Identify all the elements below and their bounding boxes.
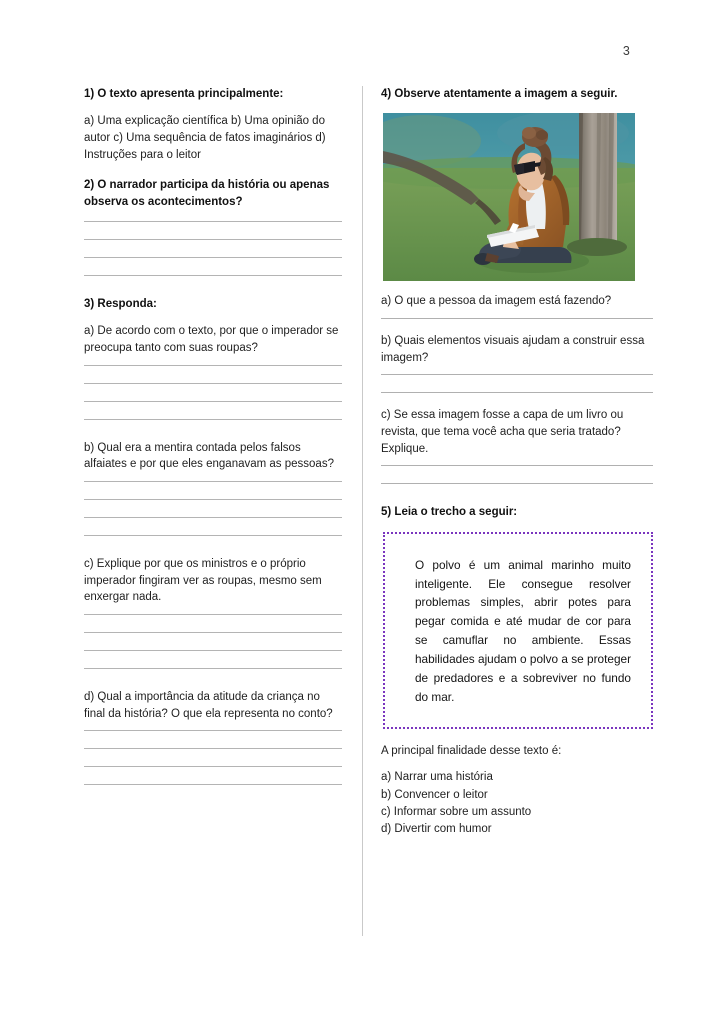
question-3a-text: a) De acordo com o texto, por que o imperador se preocupa tanto com suas roupas? xyxy=(84,325,339,354)
question-3c-text: c) Explique por que os ministros e o próprio imperador fingiram ver as roupas, mesmo sem enxergar nada. xyxy=(84,558,322,604)
spacer xyxy=(84,669,342,689)
question-3c-answer-lines[interactable] xyxy=(84,614,342,669)
answer-line[interactable] xyxy=(84,614,342,615)
question-5-lead: A principal finalidade desse texto é: xyxy=(381,744,562,757)
photo-illustration xyxy=(383,113,635,281)
excerpt-text: O polvo é um animal marinho muito inteligente. Ele consegue resolver problemas simples, abrir potes para pegar comida e até mudar de cor para se camuflar no ambiente. Essas habilidades ajudam o polvo a se proteger de predadores e a sobreviver no fundo do mar. xyxy=(415,557,631,704)
answer-line[interactable] xyxy=(84,257,342,258)
question-3d-answer-lines[interactable] xyxy=(84,730,342,785)
spacer xyxy=(84,536,342,556)
answer-line[interactable] xyxy=(84,517,342,518)
question-2-answer-lines[interactable] xyxy=(84,221,342,276)
answer-line[interactable] xyxy=(84,221,342,222)
answer-line[interactable] xyxy=(84,784,342,785)
question-5-option-c[interactable]: c) Informar sobre um assunto xyxy=(381,805,532,818)
spacer xyxy=(381,319,653,333)
answer-line[interactable] xyxy=(84,239,342,240)
answer-line[interactable] xyxy=(84,401,342,402)
question-5-heading: 5) Leia o trecho a seguir: xyxy=(381,506,518,519)
answer-line[interactable] xyxy=(381,374,653,375)
question-4a-text: a) O que a pessoa da imagem está fazendo? xyxy=(381,295,612,308)
answer-line[interactable] xyxy=(84,730,342,731)
question-4b-text: b) Quais elementos visuais ajudam a construir essa imagem? xyxy=(381,335,645,364)
answer-line[interactable] xyxy=(84,383,342,384)
answer-line[interactable] xyxy=(84,365,342,366)
question-5-option-d[interactable]: d) Divertir com humor xyxy=(381,823,492,836)
answer-line[interactable] xyxy=(84,499,342,500)
question-3d-text: d) Qual a importância da atitude da criança no final da história? O que ela representa no conto? xyxy=(84,691,333,720)
answer-line[interactable] xyxy=(84,650,342,651)
spacer xyxy=(381,393,653,407)
question-2-heading: 2) O narrador participa da história ou apenas observa os acontecimentos? xyxy=(84,179,330,208)
question-3b-answer-lines[interactable] xyxy=(84,481,342,536)
question-3a-answer-lines[interactable] xyxy=(84,365,342,420)
question-1-heading: 1) O texto apresenta principalmente: xyxy=(84,88,284,100)
question-4c-text: c) Se essa imagem fosse a capa de um livro ou revista, que tema você acha que seria tratado? Explique. xyxy=(381,409,624,455)
right-column xyxy=(363,86,653,838)
two-column-layout xyxy=(84,86,656,936)
answer-line[interactable] xyxy=(84,748,342,749)
question-1-options: a) Uma explicação científica b) Uma opinião do autor c) Uma sequência de fatos imaginários d) Instruções para o leitor xyxy=(84,115,326,161)
answer-line[interactable] xyxy=(84,632,342,633)
page-number: 3 xyxy=(622,44,630,58)
reading-woman-photo xyxy=(383,113,635,281)
question-4c-answer-lines[interactable] xyxy=(381,465,653,484)
question-4b-answer-lines[interactable] xyxy=(381,374,653,393)
excerpt-box xyxy=(383,532,653,729)
left-column xyxy=(84,86,354,785)
answer-line[interactable] xyxy=(381,465,653,466)
question-5-option-b[interactable]: b) Convencer o leitor xyxy=(381,788,488,801)
question-3b-text: b) Qual era a mentira contada pelos falsos alfaiates e por que eles enganavam as pessoas? xyxy=(84,441,334,471)
spacer xyxy=(84,169,342,177)
question-4-heading: 4) Observe atentamente a imagem a seguir. xyxy=(381,88,618,100)
spacer xyxy=(381,484,653,504)
spacer xyxy=(84,420,342,440)
spacer xyxy=(84,276,342,296)
answer-line[interactable] xyxy=(84,481,342,482)
question-5-option-a[interactable]: a) Narrar uma história xyxy=(381,771,493,784)
question-3-heading: 3) Responda: xyxy=(84,298,157,310)
answer-line[interactable] xyxy=(84,766,342,767)
